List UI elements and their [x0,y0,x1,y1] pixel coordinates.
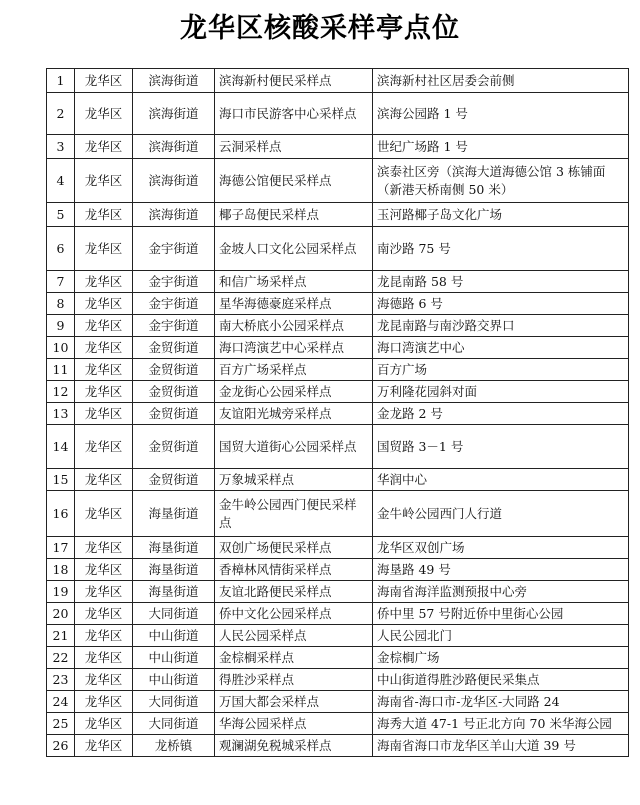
site-name-cell: 海德公馆便民采样点 [215,159,373,203]
address-cell: 金棕榈广场 [373,647,629,669]
address-cell: 海垦路 49 号 [373,559,629,581]
street-cell: 滨海街道 [133,135,215,159]
street-cell: 金宇街道 [133,271,215,293]
street-cell: 龙桥镇 [133,735,215,757]
site-name-cell: 得胜沙采样点 [215,669,373,691]
table-row [47,625,629,647]
site-name-cell: 华海公园采样点 [215,713,373,735]
table-row [47,403,629,425]
street-cell: 海垦街道 [133,537,215,559]
table-row [47,359,629,381]
site-name-cell: 友谊阳光城旁采样点 [215,403,373,425]
district-cell: 龙华区 [75,491,133,537]
site-name-cell: 观澜湖免税城采样点 [215,735,373,757]
address-cell: 中山街道得胜沙路便民采集点 [373,669,629,691]
site-name-cell: 双创广场便民采样点 [215,537,373,559]
district-cell: 龙华区 [75,559,133,581]
row-number: 25 [47,713,75,735]
site-name-cell: 海口市民游客中心采样点 [215,93,373,135]
row-number: 22 [47,647,75,669]
table-row [47,227,629,271]
table-row [47,537,629,559]
address-cell: 南沙路 75 号 [373,227,629,271]
row-number: 13 [47,403,75,425]
district-cell: 龙华区 [75,425,133,469]
district-cell: 龙华区 [75,159,133,203]
address-cell: 滨泰社区旁（滨海大道海德公馆 3 栋铺面（新港天桥南侧 50 米） [373,159,629,203]
district-cell: 龙华区 [75,713,133,735]
table-row [47,271,629,293]
site-name-cell: 滨海新村便民采样点 [215,69,373,93]
row-number: 14 [47,425,75,469]
district-cell: 龙华区 [75,135,133,159]
sampling-sites-table [46,68,629,757]
street-cell: 大同街道 [133,603,215,625]
address-cell: 海秀大道 47-1 号正北方向 70 米华海公园 [373,713,629,735]
street-cell: 金宇街道 [133,315,215,337]
table-row [47,337,629,359]
table-row [47,93,629,135]
table-row [47,69,629,93]
table-row [47,713,629,735]
site-name-cell: 金龙街心公园采样点 [215,381,373,403]
street-cell: 金贸街道 [133,337,215,359]
row-number: 12 [47,381,75,403]
district-cell: 龙华区 [75,647,133,669]
site-name-cell: 国贸大道街心公园采样点 [215,425,373,469]
table-row [47,315,629,337]
site-name-cell: 侨中文化公园采样点 [215,603,373,625]
site-name-cell: 金牛岭公园西门便民采样点 [215,491,373,537]
row-number: 3 [47,135,75,159]
document-title: 龙华区核酸采样亭点位 [180,13,460,44]
site-name-cell: 万国大都会采样点 [215,691,373,713]
district-cell: 龙华区 [75,227,133,271]
site-name-cell: 香樟林风情街采样点 [215,559,373,581]
street-cell: 中山街道 [133,669,215,691]
address-cell: 龙华区双创广场 [373,537,629,559]
street-cell: 滨海街道 [133,203,215,227]
row-number: 11 [47,359,75,381]
row-number: 7 [47,271,75,293]
row-number: 16 [47,491,75,537]
district-cell: 龙华区 [75,93,133,135]
district-cell: 龙华区 [75,735,133,757]
district-cell: 龙华区 [75,691,133,713]
row-number: 4 [47,159,75,203]
street-cell: 大同街道 [133,713,215,735]
district-cell: 龙华区 [75,315,133,337]
district-cell: 龙华区 [75,359,133,381]
table-row [47,381,629,403]
district-cell: 龙华区 [75,625,133,647]
site-name-cell: 金棕榈采样点 [215,647,373,669]
district-cell: 龙华区 [75,381,133,403]
row-number: 26 [47,735,75,757]
street-cell: 滨海街道 [133,159,215,203]
address-cell: 海南省海洋监测预报中心旁 [373,581,629,603]
row-number: 18 [47,559,75,581]
address-cell: 金牛岭公园西门人行道 [373,491,629,537]
table-row [47,469,629,491]
district-cell: 龙华区 [75,603,133,625]
row-number: 23 [47,669,75,691]
address-cell: 玉河路椰子岛文化广场 [373,203,629,227]
street-cell: 大同街道 [133,691,215,713]
row-number: 17 [47,537,75,559]
street-cell: 金宇街道 [133,293,215,315]
row-number: 8 [47,293,75,315]
row-number: 15 [47,469,75,491]
street-cell: 海垦街道 [133,491,215,537]
site-name-cell: 南大桥底小公园采样点 [215,315,373,337]
table-row [47,491,629,537]
address-cell: 世纪广场路 1 号 [373,135,629,159]
site-name-cell: 人民公园采样点 [215,625,373,647]
row-number: 5 [47,203,75,227]
table-row [47,425,629,469]
address-cell: 海南省-海口市-龙华区-大同路 24 [373,691,629,713]
table-row [47,735,629,757]
district-cell: 龙华区 [75,69,133,93]
table-row [47,669,629,691]
site-name-cell: 星华海德豪庭采样点 [215,293,373,315]
row-number: 6 [47,227,75,271]
table-row [47,135,629,159]
row-number: 24 [47,691,75,713]
table-row [47,203,629,227]
district-cell: 龙华区 [75,403,133,425]
table-row [47,293,629,315]
address-cell: 华润中心 [373,469,629,491]
district-cell: 龙华区 [75,469,133,491]
table-row [47,559,629,581]
district-cell: 龙华区 [75,581,133,603]
table-body [47,69,629,757]
address-cell: 百方广场 [373,359,629,381]
street-cell: 金贸街道 [133,469,215,491]
street-cell: 中山街道 [133,647,215,669]
address-cell: 侨中里 57 号附近侨中里街心公园 [373,603,629,625]
address-cell: 万利隆花园斜对面 [373,381,629,403]
street-cell: 滨海街道 [133,93,215,135]
site-name-cell: 万象城采样点 [215,469,373,491]
street-cell: 金贸街道 [133,403,215,425]
address-cell: 海南省海口市龙华区羊山大道 39 号 [373,735,629,757]
row-number: 2 [47,93,75,135]
site-name-cell: 百方广场采样点 [215,359,373,381]
site-name-cell: 友谊北路便民采样点 [215,581,373,603]
street-cell: 金宇街道 [133,227,215,271]
row-number: 20 [47,603,75,625]
table-row [47,581,629,603]
table-row [47,159,629,203]
row-number: 9 [47,315,75,337]
address-cell: 金龙路 2 号 [373,403,629,425]
street-cell: 金贸街道 [133,359,215,381]
address-cell: 国贸路 3－1 号 [373,425,629,469]
site-name-cell: 和信广场采样点 [215,271,373,293]
row-number: 10 [47,337,75,359]
district-cell: 龙华区 [75,537,133,559]
address-cell: 龙昆南路 58 号 [373,271,629,293]
street-cell: 金贸街道 [133,425,215,469]
street-cell: 海垦街道 [133,559,215,581]
address-cell: 海德路 6 号 [373,293,629,315]
table-row [47,691,629,713]
street-cell: 滨海街道 [133,69,215,93]
row-number: 21 [47,625,75,647]
district-cell: 龙华区 [75,203,133,227]
site-name-cell: 云洞采样点 [215,135,373,159]
street-cell: 海垦街道 [133,581,215,603]
site-name-cell: 金坡人口文化公园采样点 [215,227,373,271]
address-cell: 人民公园北门 [373,625,629,647]
row-number: 19 [47,581,75,603]
address-cell: 滨海新村社区居委会前侧 [373,69,629,93]
district-cell: 龙华区 [75,337,133,359]
site-name-cell: 椰子岛便民采样点 [215,203,373,227]
address-cell: 海口湾演艺中心 [373,337,629,359]
address-cell: 龙昆南路与南沙路交界口 [373,315,629,337]
street-cell: 金贸街道 [133,381,215,403]
table-row [47,603,629,625]
street-cell: 中山街道 [133,625,215,647]
row-number: 1 [47,69,75,93]
district-cell: 龙华区 [75,293,133,315]
district-cell: 龙华区 [75,669,133,691]
table-row [47,647,629,669]
district-cell: 龙华区 [75,271,133,293]
site-name-cell: 海口湾演艺中心采样点 [215,337,373,359]
address-cell: 滨海公园路 1 号 [373,93,629,135]
